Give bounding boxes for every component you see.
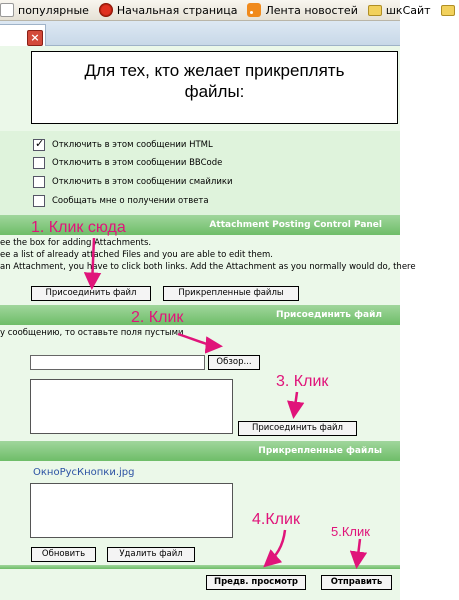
rss-icon — [247, 3, 261, 17]
bookmark-home[interactable] — [99, 3, 238, 17]
delete-file-button[interactable]: Удалить файл — [107, 547, 195, 562]
home-logo-icon — [99, 3, 113, 17]
bookmark-label: Лента новостей — [265, 3, 358, 17]
bookmark-popular[interactable] — [0, 3, 89, 17]
option-notify-reply[interactable] — [33, 194, 209, 208]
file-path-input[interactable] — [30, 355, 205, 370]
annotation-step-5: 5.Клик — [331, 524, 370, 539]
post-options — [0, 131, 400, 215]
bookmark-label: шкСайт — [385, 3, 431, 17]
option-disable-html[interactable] — [33, 138, 213, 152]
checkbox[interactable] — [33, 139, 45, 151]
close-icon[interactable]: × — [27, 30, 43, 46]
message-textarea[interactable] — [31, 51, 398, 124]
upload-file-button[interactable]: Присоединить файл — [238, 421, 357, 436]
option-disable-smilies[interactable] — [33, 175, 233, 189]
page-content — [0, 46, 416, 600]
upload-help: у сообщению, то оставьте поля пустыми — [0, 328, 184, 338]
attached-file-name[interactable]: ОкноРусКнопки.jpg — [33, 467, 135, 478]
bookmark-news-feed[interactable] — [247, 3, 357, 17]
file-comment-textarea[interactable] — [30, 379, 233, 434]
attached-files-panel — [0, 461, 400, 565]
browse-button[interactable]: Обзор... — [208, 355, 260, 370]
bookmark-label: Начальная страница — [116, 3, 238, 17]
option-disable-bbcode[interactable] — [33, 156, 222, 170]
bookmark-folder[interactable] — [368, 4, 431, 17]
help-line-2: ee a list of already attached Files and you are able to edit them. — [0, 250, 273, 260]
annotation-step-2: 2. Клик — [131, 309, 184, 326]
help-line-3: an Attachment, you have to click both links. Add the Attachment as you normally would do, there — [0, 262, 416, 272]
submit-panel — [0, 569, 400, 600]
bookmark-folder-more[interactable] — [441, 5, 459, 16]
upload-panel — [0, 325, 400, 441]
annotation-step-3: 3. Клик — [276, 373, 329, 390]
folder-icon — [368, 5, 382, 16]
bookmarks-bar — [0, 0, 431, 21]
upload-panel-header: Присоединить файл — [0, 305, 400, 325]
annotation-step-1: 1. Клик сюда — [31, 219, 126, 236]
banner-line-2: файлы: — [184, 82, 245, 101]
banner-line-1: Для тех, кто желает прикреплять — [84, 61, 345, 80]
checkbox[interactable] — [33, 157, 45, 169]
send-button[interactable]: Отправить — [321, 575, 392, 590]
update-button[interactable]: Обновить — [31, 547, 96, 562]
attached-files-button[interactable]: Прикрепленные файлы — [163, 286, 299, 301]
attachment-panel-header: Attachment Posting Control Panel — [0, 215, 400, 235]
preview-button[interactable]: Предв. просмотр — [206, 575, 306, 590]
folder-icon — [441, 5, 455, 16]
attached-file-comment[interactable] — [30, 483, 233, 538]
option-label: Отключить в этом сообщении BBCode — [52, 158, 223, 168]
attached-files-header: Прикрепленные файлы — [0, 441, 400, 461]
attachment-panel — [0, 235, 416, 305]
checkbox[interactable] — [33, 176, 45, 188]
option-label: Отключить в этом сообщении HTML — [52, 140, 213, 150]
option-label: Сообщать мне о получении ответа — [52, 196, 209, 206]
option-label: Отключить в этом сообщении смайлики — [52, 177, 233, 187]
add-file-button[interactable]: Присоединить файл — [31, 286, 151, 301]
browser-tab[interactable] — [0, 24, 46, 46]
checkbox[interactable] — [33, 195, 45, 207]
help-line-1: ee the box for adding Attachments. — [0, 238, 152, 248]
annotation-step-4: 4.Клик — [252, 511, 300, 528]
tab-strip — [0, 21, 400, 46]
page-icon — [0, 3, 14, 17]
message-area — [0, 46, 400, 131]
bookmark-label: популярные — [18, 3, 89, 17]
